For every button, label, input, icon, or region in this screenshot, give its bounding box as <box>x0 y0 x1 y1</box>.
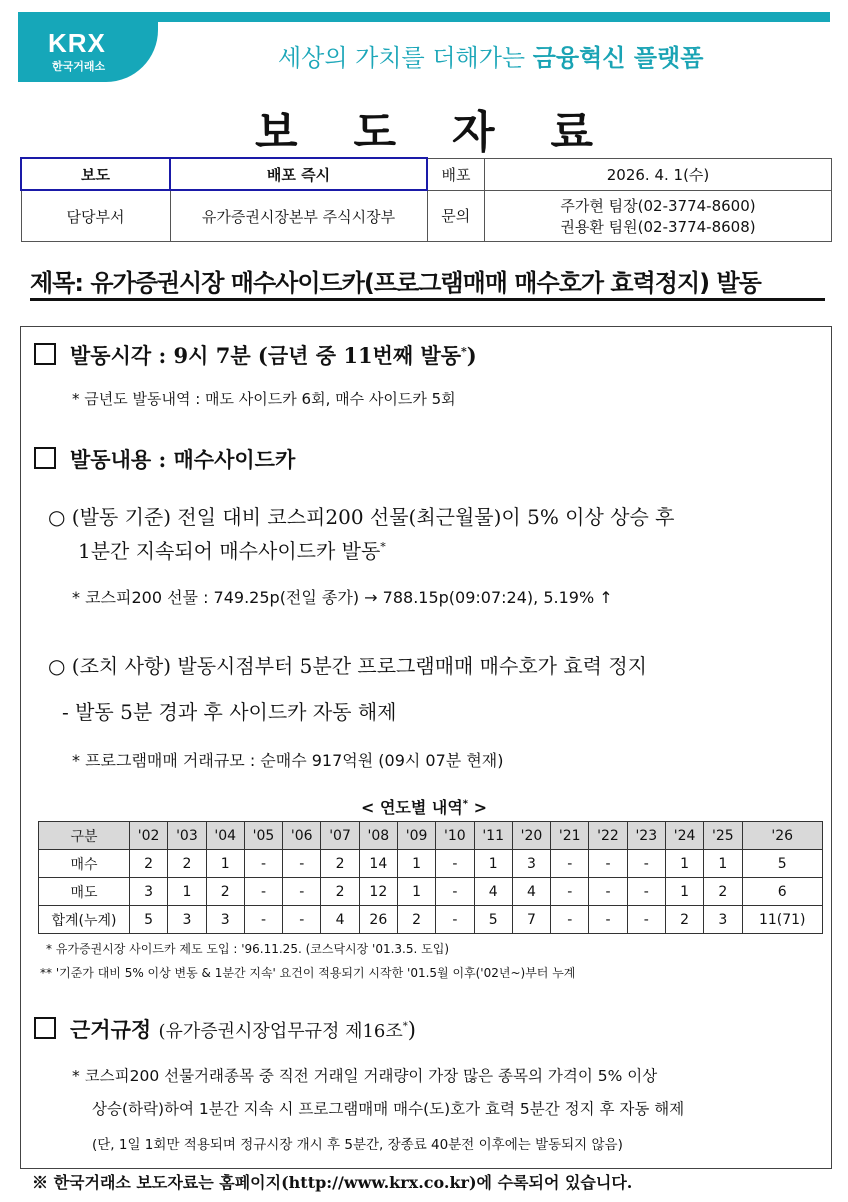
table-cell: 1 <box>397 850 435 878</box>
criteria-note: * 코스피200 선물 : 749.25p(전일 종가) → 788.15p(09:07:24), 5.19% ↑ <box>72 588 613 607</box>
table-cell: 1 <box>665 850 703 878</box>
table-corner: 구분 <box>39 822 130 850</box>
time-heading-end: ) <box>466 343 477 368</box>
table-cell: 1 <box>397 878 435 906</box>
yearly-title-sup: * <box>462 798 469 810</box>
table-cell: 3 <box>130 878 168 906</box>
row-label: 합계(누계) <box>39 906 130 934</box>
criteria-line-1: ○ (발동 기준) 전일 대비 코스피200 선물(최근월물)이 5% 이상 상승 후 <box>48 505 675 529</box>
table-cell: - <box>244 850 282 878</box>
table-cell: 3 <box>704 906 742 934</box>
table-cell: 3 <box>206 906 244 934</box>
yearly-note-1: * 유가증권시장 사이드카 제도 도입 : '96.11.25. (코스닥시장 '01.3.5. 도입) <box>46 942 450 956</box>
year-header: '10 <box>436 822 474 850</box>
table-cell: 3 <box>168 906 206 934</box>
table-cell: - <box>436 878 474 906</box>
year-header: '04 <box>206 822 244 850</box>
section-time-heading <box>34 340 477 370</box>
table-cell: - <box>551 850 589 878</box>
table-cell: 12 <box>359 878 397 906</box>
row-label: 매도 <box>39 878 130 906</box>
table-cell: 14 <box>359 850 397 878</box>
table-cell: 1 <box>206 850 244 878</box>
yearly-note-2: ** '기준가 대비 5% 이상 변동 & 1분간 지속' 요건이 적용되기 시작한 '01.5월 이후('02년~)부터 누계 <box>40 966 576 980</box>
section-content-heading <box>34 444 295 474</box>
basis-note-3: (단, 1일 1회만 적용되며 정규시장 개시 후 5분간, 장종료 40분전 이후에는 발동되지 않음) <box>92 1137 623 1153</box>
footer-notice: ※ 한국거래소 보도자료는 홈페이지(http://www.krx.co.kr)에 수록되어 있습니다. <box>32 1173 633 1192</box>
table-cell: 5 <box>742 850 823 878</box>
year-header: '22 <box>589 822 627 850</box>
criteria-line-2-text: 1분간 지속되어 매수사이드카 발동 <box>78 539 381 563</box>
yearly-title-text: < 연도별 내역 <box>360 798 463 817</box>
table-cell: - <box>627 878 665 906</box>
year-header: '02 <box>130 822 168 850</box>
table-cell: - <box>283 850 321 878</box>
year-header: '26 <box>742 822 823 850</box>
time-heading-sup: * <box>461 345 467 358</box>
table-cell: 1 <box>168 878 206 906</box>
time-heading-text: 발동시각 : 9시 7분 (금년 중 11번째 발동 <box>70 343 462 368</box>
year-header: '24 <box>665 822 703 850</box>
table-cell: - <box>589 906 627 934</box>
title-char: 도 <box>353 107 396 158</box>
page-title <box>0 96 848 160</box>
table-cell: 1 <box>704 850 742 878</box>
table-cell: 2 <box>168 850 206 878</box>
yearly-table-title <box>0 795 848 818</box>
year-header: '25 <box>704 822 742 850</box>
table-cell: 3 <box>512 850 550 878</box>
basis-note-1: * 코스피200 선물거래종목 중 직전 거래일 거래량이 가장 많은 종목의 가격이 5% 이상 <box>72 1067 658 1085</box>
table-cell: 2 <box>321 850 359 878</box>
yearly-title-end: > <box>468 798 488 817</box>
table-header-row <box>39 822 823 850</box>
table-cell: - <box>627 850 665 878</box>
year-header: '23 <box>627 822 665 850</box>
table-cell: - <box>589 850 627 878</box>
table-cell: 4 <box>474 878 512 906</box>
year-header: '09 <box>397 822 435 850</box>
table-cell: - <box>244 906 282 934</box>
table-cell: 2 <box>206 878 244 906</box>
table-cell: 2 <box>665 906 703 934</box>
table-cell: 1 <box>665 878 703 906</box>
year-header: '08 <box>359 822 397 850</box>
basis-note-2: 상승(하락)하여 1분간 지속 시 프로그램매매 매수(도)호가 효력 5분간 정지 후 자동 해제 <box>92 1100 685 1118</box>
content-heading-text: 발동내용 : 매수사이드카 <box>70 447 296 472</box>
dept-label: 담당부서 <box>21 190 170 242</box>
table-cell: 7 <box>512 906 550 934</box>
release-value: 배포 즉시 <box>170 158 427 190</box>
year-header: '06 <box>283 822 321 850</box>
basis-paren: (유가증권시장업무규정 제16조 <box>158 1021 403 1042</box>
table-row <box>39 878 823 906</box>
year-header: '05 <box>244 822 282 850</box>
subject-underline <box>30 298 825 301</box>
contact-label: 문의 <box>427 190 485 242</box>
table-cell: 2 <box>397 906 435 934</box>
basis-end: ) <box>407 1018 416 1042</box>
krx-logo-subtitle: 한국거래소 <box>52 60 106 73</box>
table-cell: - <box>627 906 665 934</box>
table-cell: - <box>244 878 282 906</box>
table-cell: 2 <box>130 850 168 878</box>
basis-sup: * <box>402 1021 408 1032</box>
checkbox-square-icon <box>34 1017 56 1039</box>
title-char: 보 <box>254 107 298 158</box>
table-cell: - <box>589 878 627 906</box>
contact-1: 주가현 팀장(02-3774-8600) <box>560 196 756 215</box>
table-cell: 5 <box>130 906 168 934</box>
release-info-table <box>20 157 832 242</box>
table-cell: 26 <box>359 906 397 934</box>
table-cell: - <box>436 850 474 878</box>
table-cell: - <box>283 878 321 906</box>
action-line: ○ (조치 사항) 발동시점부터 5분간 프로그램매매 매수호가 효력 정지 <box>48 654 647 678</box>
year-header: '03 <box>168 822 206 850</box>
slogan <box>278 38 703 73</box>
time-note: * 금년도 발동내역 : 매도 사이드카 6회, 매수 사이드카 5회 <box>72 390 456 408</box>
row-label: 매수 <box>39 850 130 878</box>
table-cell: 4 <box>321 906 359 934</box>
table-cell: - <box>283 906 321 934</box>
table-cell: 6 <box>742 878 823 906</box>
table-cell: 1 <box>474 850 512 878</box>
table-cell: - <box>551 878 589 906</box>
dist-value: 2026. 4. 1(수) <box>485 158 832 190</box>
table-cell: 11(71) <box>742 906 823 934</box>
basis-heading-text: 근거규정 <box>70 1017 152 1042</box>
dept-value: 유가증권시장본부 주식시장부 <box>170 190 427 242</box>
table-cell: - <box>436 906 474 934</box>
table-cell: 4 <box>512 878 550 906</box>
table-cell: 2 <box>321 878 359 906</box>
year-header: '11 <box>474 822 512 850</box>
title-char: 자 <box>452 107 495 158</box>
contact-value <box>485 190 832 242</box>
criteria-sup: * <box>380 540 386 554</box>
checkbox-square-icon <box>34 447 56 469</box>
program-note: * 프로그램매매 거래규모 : 순매수 917억원 (09시 07분 현재) <box>72 751 504 770</box>
table-row <box>39 906 823 934</box>
year-header: '20 <box>512 822 550 850</box>
subject-title: 제목: 유가증권시장 매수사이드카(프로그램매매 매수호가 효력정지) 발동 <box>30 269 761 297</box>
contact-2: 권용환 팀원(02-3774-8608) <box>560 217 756 236</box>
checkbox-square-icon <box>34 343 56 365</box>
table-cell: - <box>551 906 589 934</box>
title-char: 료 <box>550 107 594 158</box>
table-cell: 2 <box>704 878 742 906</box>
year-header: '21 <box>551 822 589 850</box>
year-header: '07 <box>321 822 359 850</box>
krx-logo: KRX <box>48 28 106 58</box>
criteria-line-2 <box>78 535 386 564</box>
release-label: 보도 <box>21 158 170 190</box>
table-row <box>39 850 823 878</box>
release-line: - 발동 5분 경과 후 사이드카 자동 해제 <box>62 700 397 724</box>
slogan-plain: 세상의 가치를 더해가는 <box>278 44 533 72</box>
dist-label: 배포 <box>427 158 485 190</box>
section-basis-heading <box>34 1014 416 1044</box>
yearly-history-table <box>38 821 823 934</box>
slogan-bold: 금융혁신 플랫폼 <box>532 44 704 72</box>
table-cell: 5 <box>474 906 512 934</box>
